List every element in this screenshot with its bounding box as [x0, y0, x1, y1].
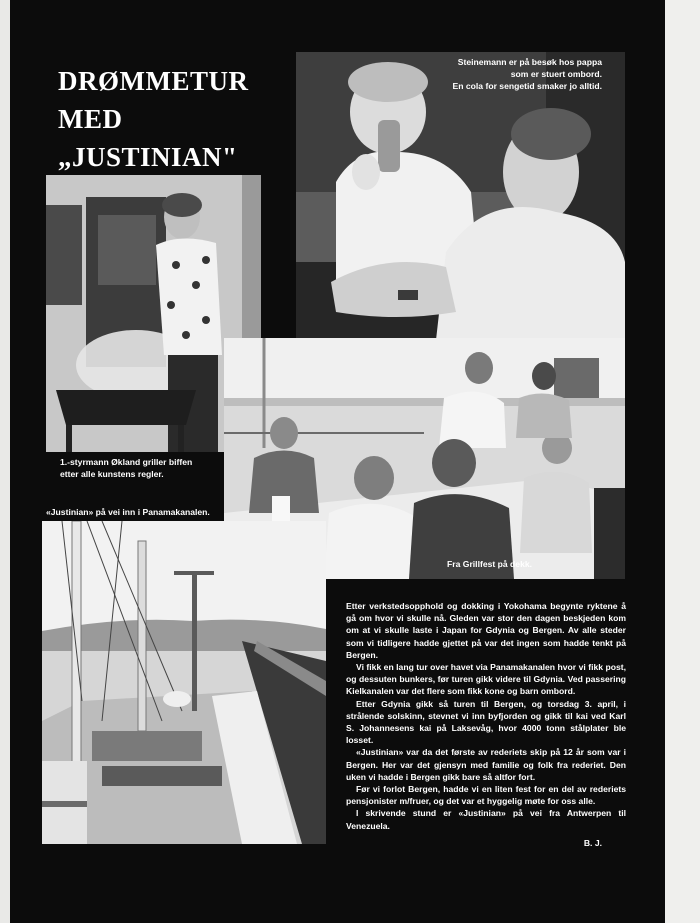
page-margin	[665, 0, 700, 923]
article-paragraph: Etter Gdynia gikk så turen til Bergen, og torsdag 3. april, i strålende solskinn, stevnet vi inn byfjorden og gikk til kai ved Karl S. Johannesens kai på Laksevåg, hvor 4000 tonn stålplater ble losset.	[346, 698, 626, 746]
title-line-2: MED	[58, 104, 123, 134]
caption-child-line-2: som er stuert ombord.	[510, 69, 602, 79]
caption-child-line-3: En cola for sengetid smaker jo alltid.	[452, 81, 602, 91]
caption-panama-text: «Justinian» på vei inn i Panamakanalen.	[46, 507, 210, 517]
photo-child-and-father	[296, 52, 625, 340]
caption-child	[420, 56, 602, 92]
caption-grill-line-1: 1.-styrmann Økland griller biffen	[60, 457, 193, 467]
title-line-3: „JUSTINIAN"	[58, 142, 238, 172]
article-paragraph: Vi fikk en lang tur over havet via Panamakanalen hvor vi fikk post, og dessuten bunkers, før turen gikk videre til Gdynia. Ved passering Kielkanalen var det flere som fikk kone og barn ombord.	[346, 662, 626, 697]
article-title	[58, 62, 288, 176]
article-paragraph: «Justinian» var da det første av rederiets skip på 12 år som var i Bergen. Her var det gjensyn med familie og folk fra rederiet. Den uken vi hadde i Bergen gikk bare så altfor fort.	[346, 747, 626, 782]
caption-grilling	[60, 456, 192, 480]
caption-party	[447, 558, 532, 570]
caption-grill-line-2: etter alle kunstens regler.	[60, 469, 164, 479]
caption-panama	[46, 506, 210, 518]
title-line-1: DRØMMETUR	[58, 66, 249, 96]
article-paragraph: I skrivende stund er «Justinian» på vei fra Antwerpen til Venezuela.	[346, 808, 626, 831]
caption-child-line-1: Steinemann er på besøk hos pappa	[457, 57, 602, 67]
article-signature: B. J.	[583, 837, 602, 848]
article-paragraph: Etter verkstedsopphold og dokking i Yokohama begynte ryktene å gå om hvor vi skulle nå. Gleden var stor den dagen beskjeden kom om at vi skulle laste i Japan for Gdynia og Bergen. Av alle steder som vi tidligere hadde gjettet på var det ingen som hadde tenkt på Bergen.	[346, 601, 626, 660]
caption-party-text: Fra Grillfest på dekk.	[447, 559, 533, 569]
article-paragraph: Før vi forlot Bergen, hadde vi en liten fest for en del av rederiets pensjonister m/fruer, og det var et hyggelig møte for oss alle.	[346, 784, 626, 807]
photo-ship-panama-canal	[42, 521, 326, 844]
article-body	[346, 600, 626, 849]
